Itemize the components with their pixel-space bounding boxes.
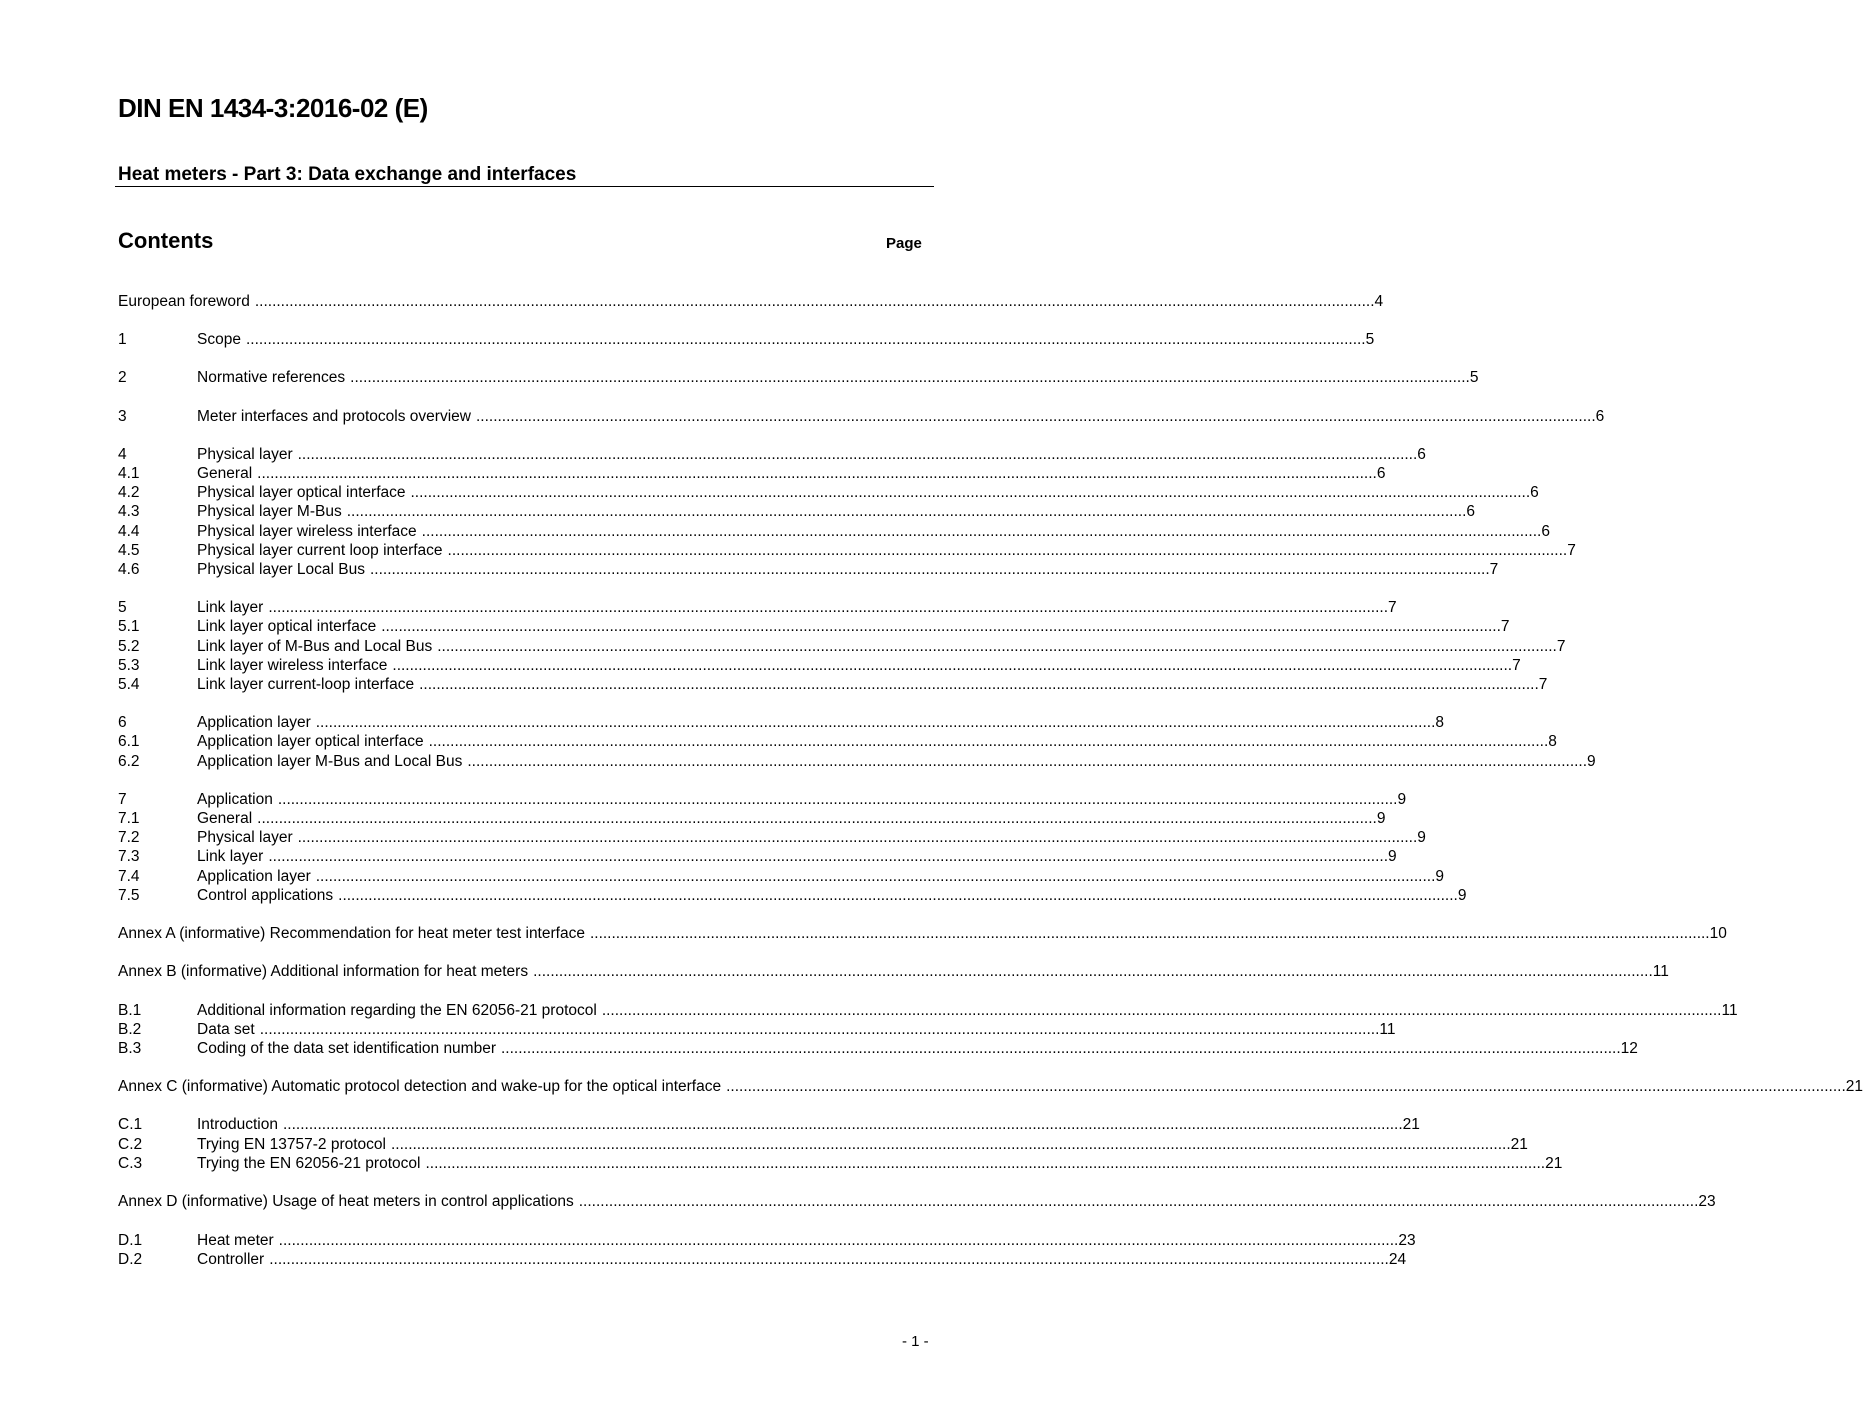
toc-entry-number: D.1 (118, 1232, 143, 1249)
toc-entry-page: 10 (1709, 925, 1727, 942)
toc-entry-title: Link layer (197, 848, 264, 865)
toc-entry-number: 7.5 (118, 887, 140, 904)
toc-entry[interactable] (118, 1001, 1738, 1020)
toc-entry-title: Link layer of M-Bus and Local Bus (197, 638, 433, 655)
toc-entry-page: 5 (1469, 369, 1479, 386)
toc-entry-page: 9 (1587, 753, 1596, 770)
toc-entry[interactable] (118, 1115, 1420, 1134)
toc-entry-number: 4.4 (118, 523, 140, 540)
toc-entry-title: Application (197, 791, 273, 808)
toc-entry-title: Data set (197, 1021, 255, 1038)
toc-entry-number: 5.4 (118, 676, 140, 693)
toc-leader-dots: .................................................................................................................................................................................................................................................................... (726, 1078, 1846, 1095)
toc-leader-dots: .................................................................................................................................................................................................................................................................... (297, 829, 1418, 846)
toc-entry-number: 5 (118, 599, 127, 616)
toc-entry-page: 6 (1530, 484, 1539, 501)
toc-leader-dots: .................................................................................................................................................................................................................................................................... (315, 714, 1436, 731)
toc-entry-page: 9 (1435, 868, 1445, 885)
toc-entry-page: 6 (1541, 523, 1550, 540)
toc-entry[interactable] (118, 483, 1539, 502)
toc-leader-dots: .................................................................................................................................................................................................................................................................... (269, 1251, 1389, 1268)
toc-leader-dots: .................................................................................................................................................................................................................................................................... (578, 1193, 1699, 1210)
toc-entry-number: 5.1 (118, 618, 140, 635)
toc-entry[interactable] (118, 732, 1557, 751)
toc-entry-number: 4.5 (118, 542, 140, 559)
toc-entry-title: Coding of the data set identification number (197, 1040, 496, 1057)
toc-leader-dots: .................................................................................................................................................................................................................................................................... (370, 561, 1490, 578)
toc-entry[interactable] (118, 502, 1476, 521)
toc-entry-number: 6.2 (118, 753, 140, 770)
toc-entry-number: 1 (118, 331, 127, 348)
toc-leader-dots: .................................................................................................................................................................................................................................................................... (381, 618, 1501, 635)
toc-entry-title: Meter interfaces and protocols overview (197, 408, 471, 425)
toc-entry-page: 7 (1512, 657, 1521, 674)
toc-entry-number: 4.6 (118, 561, 140, 578)
toc-entry[interactable] (118, 1231, 1416, 1250)
toc-entry-page: 9 (1417, 829, 1426, 846)
toc-entry-page: 6 (1376, 465, 1386, 482)
toc-leader-dots: .................................................................................................................................................................................................................................................................... (390, 1136, 1511, 1153)
toc-entry-number: C.3 (118, 1155, 143, 1172)
toc-entry-page: 8 (1548, 733, 1557, 750)
toc-leader-dots: .................................................................................................................................................................................................................................................................... (533, 963, 1653, 980)
toc-entry-page: 24 (1388, 1251, 1407, 1268)
toc-entry-number: 5.2 (118, 638, 140, 655)
toc-entry-page: 7 (1556, 638, 1566, 655)
toc-entry[interactable] (118, 407, 1605, 426)
toc-entry-page: 9 (1388, 848, 1397, 865)
toc-entry-page: 21 (1402, 1116, 1420, 1133)
toc-leader-dots: .................................................................................................................................................................................................................................................................... (278, 1232, 1399, 1249)
toc-leader-dots: .................................................................................................................................................................................................................................................................... (283, 1116, 1403, 1133)
toc-entry[interactable] (118, 867, 1445, 886)
toc-entry-number: 7.2 (118, 829, 140, 846)
toc-entry-page: 23 (1698, 1193, 1716, 1210)
toc-entry-number: C.1 (118, 1116, 143, 1133)
toc-entry-number: 3 (118, 408, 127, 425)
toc-entry-number: B.2 (118, 1021, 142, 1038)
toc-leader-dots: .................................................................................................................................................................................................................................................................... (601, 1002, 1722, 1019)
toc-leader-dots: .................................................................................................................................................................................................................................................................... (297, 446, 1418, 463)
toc-entry-page: 12 (1620, 1040, 1638, 1057)
toc-entry-title: Scope (197, 331, 241, 348)
toc-entry-page: 7 (1567, 542, 1576, 559)
toc-entry-page: 21 (1845, 1078, 1863, 1095)
toc-entry-title: Annex D (informative) Usage of heat meters in control applications (118, 1193, 574, 1210)
toc-entry-title: Control applications (197, 887, 334, 904)
toc-entry[interactable] (118, 292, 1384, 311)
toc-entry[interactable] (118, 1250, 1407, 1269)
toc-entry-number: 7.4 (118, 868, 140, 885)
toc-entry-title: Link layer optical interface (197, 618, 377, 635)
toc-entry-number: D.2 (118, 1251, 143, 1268)
toc-entry-title: Annex C (informative) Automatic protocol detection and wake-up for the optical interface (118, 1078, 722, 1095)
toc-leader-dots: .................................................................................................................................................................................................................................................................... (419, 676, 1539, 693)
toc-entry-title: Application layer optical interface (197, 733, 424, 750)
toc-entry-page: 7 (1500, 618, 1510, 635)
toc-entry-title: Additional information regarding the EN 62056-21 protocol (197, 1002, 597, 1019)
toc-entry-page: 11 (1721, 1002, 1738, 1019)
toc-entry-title: Application layer (197, 868, 311, 885)
document-title: DIN EN 1434-3:2016-02 (E) (118, 93, 428, 123)
toc-entry-title: Physical layer current loop interface (197, 542, 443, 559)
toc-entry-page: 8 (1435, 714, 1445, 731)
toc-entry-page: 6 (1466, 503, 1476, 520)
toc-entry-page: 9 (1457, 887, 1467, 904)
toc-leader-dots: .................................................................................................................................................................................................................................................................... (425, 1155, 1546, 1172)
toc-entry-title: Application layer M-Bus and Local Bus (197, 753, 463, 770)
toc-leader-dots: .................................................................................................................................................................................................................................................................... (268, 848, 1389, 865)
toc-entry[interactable] (118, 1135, 1528, 1154)
toc-entry[interactable] (118, 656, 1521, 675)
toc-entry[interactable] (118, 617, 1510, 636)
toc-entry[interactable] (118, 790, 1407, 809)
toc-entry-page: 21 (1510, 1136, 1528, 1153)
toc-entry-title: European foreword (118, 293, 250, 310)
toc-entry-number: B.3 (118, 1040, 142, 1057)
toc-entry[interactable] (118, 828, 1426, 847)
toc-leader-dots: .................................................................................................................................................................................................................................................................... (447, 542, 1568, 559)
toc-leader-dots: .................................................................................................................................................................................................................................................................... (475, 408, 1596, 425)
toc-leader-dots: .................................................................................................................................................................................................................................................................... (254, 293, 1375, 310)
toc-entry[interactable] (118, 847, 1397, 866)
toc-entry-title: Normative references (197, 369, 346, 386)
toc-leader-dots: .................................................................................................................................................................................................................................................................... (277, 791, 1398, 808)
document-subtitle: Heat meters - Part 3: Data exchange and interfaces (118, 164, 577, 185)
toc-entry[interactable] (118, 809, 1386, 828)
toc-entry[interactable] (118, 886, 1467, 905)
toc-entry-title: Application layer (197, 714, 311, 731)
title-divider (115, 186, 934, 187)
toc-entry-title: Heat meter (197, 1232, 274, 1249)
toc-entry-number: C.2 (118, 1136, 143, 1153)
toc-entry[interactable] (118, 713, 1445, 732)
toc-entry[interactable] (118, 1020, 1396, 1039)
toc-entry-title: Introduction (197, 1116, 278, 1133)
toc-leader-dots: .................................................................................................................................................................................................................................................................... (350, 369, 1470, 386)
toc-entry-number: 7.3 (118, 848, 140, 865)
toc-entry[interactable] (118, 541, 1576, 560)
toc-entry[interactable] (118, 1039, 1638, 1058)
toc-leader-dots: .................................................................................................................................................................................................................................................................... (437, 638, 1557, 655)
toc-entry-page: 11 (1379, 1021, 1396, 1038)
toc-entry-number: 4 (118, 446, 127, 463)
page-number: - 1 - (902, 1333, 929, 1350)
toc-leader-dots: .................................................................................................................................................................................................................................................................... (338, 887, 1458, 904)
toc-entry[interactable] (118, 368, 1479, 387)
toc-leader-dots: .................................................................................................................................................................................................................................................................... (410, 484, 1531, 501)
toc-leader-dots: .................................................................................................................................................................................................................................................................... (428, 733, 1549, 750)
toc-leader-dots: .................................................................................................................................................................................................................................................................... (501, 1040, 1621, 1057)
toc-entry-title: Link layer (197, 599, 264, 616)
toc-entry-title: Controller (197, 1251, 265, 1268)
toc-entry[interactable] (118, 1154, 1563, 1173)
toc-entry-title: Physical layer M-Bus (197, 503, 342, 520)
toc-entry[interactable] (118, 675, 1548, 694)
toc-entry-page: 6 (1595, 408, 1605, 425)
toc-entry-title: Physical layer (197, 446, 293, 463)
toc-leader-dots: .................................................................................................................................................................................................................................................................... (589, 925, 1710, 942)
toc-entry-title: Annex A (informative) Recommendation for heat meter test interface (118, 925, 585, 942)
toc-leader-dots: .................................................................................................................................................................................................................................................................... (259, 1021, 1380, 1038)
toc-entry-page: 6 (1417, 446, 1426, 463)
toc-entry-title: Physical layer optical interface (197, 484, 406, 501)
toc-entry-number: 6.1 (118, 733, 140, 750)
toc-entry-title: General (197, 465, 253, 482)
toc-entry-number: B.1 (118, 1002, 142, 1019)
toc-leader-dots: .................................................................................................................................................................................................................................................................... (392, 657, 1513, 674)
toc-entry-title: Link layer current-loop interface (197, 676, 415, 693)
toc-entry[interactable] (118, 560, 1499, 579)
toc-leader-dots: .................................................................................................................................................................................................................................................................... (268, 599, 1389, 616)
toc-entry[interactable] (118, 962, 1669, 981)
toc-entry[interactable] (118, 752, 1596, 771)
page-column-heading: Page (886, 235, 922, 252)
toc-entry-page: 7 (1388, 599, 1397, 616)
toc-entry-title: Physical layer (197, 829, 293, 846)
toc-leader-dots: .................................................................................................................................................................................................................................................................... (257, 810, 1377, 827)
toc-entry-page: 21 (1545, 1155, 1563, 1172)
toc-leader-dots: .................................................................................................................................................................................................................................................................... (315, 868, 1436, 885)
toc-entry-title: Physical layer wireless interface (197, 523, 417, 540)
toc-leader-dots: .................................................................................................................................................................................................................................................................... (467, 753, 1588, 770)
toc-entry-number: 6 (118, 714, 127, 731)
contents-heading: Contents (118, 228, 214, 253)
toc-leader-dots: .................................................................................................................................................................................................................................................................... (346, 503, 1467, 520)
toc-entry[interactable] (118, 637, 1566, 656)
toc-entry[interactable] (118, 1192, 1716, 1211)
toc-entry[interactable] (118, 1077, 1863, 1096)
toc-entry-page: 23 (1398, 1232, 1416, 1249)
toc-entry-number: 4.3 (118, 503, 140, 520)
toc-leader-dots: .................................................................................................................................................................................................................................................................... (257, 465, 1377, 482)
toc-entry[interactable] (118, 330, 1375, 349)
toc-entry-title: Physical layer Local Bus (197, 561, 365, 578)
toc-entry-title: Trying the EN 62056-21 protocol (197, 1155, 421, 1172)
toc-entry[interactable] (118, 445, 1426, 464)
toc-entry-number: 4.2 (118, 484, 140, 501)
toc-entry[interactable] (118, 598, 1397, 617)
toc-entry[interactable] (118, 464, 1386, 483)
toc-entry-page: 7 (1538, 676, 1548, 693)
toc-leader-dots: .................................................................................................................................................................................................................................................................... (245, 331, 1366, 348)
toc-entry-title: General (197, 810, 253, 827)
toc-entry-title: Link layer wireless interface (197, 657, 388, 674)
toc-entry-number: 7.1 (118, 810, 140, 827)
toc-leader-dots: .................................................................................................................................................................................................................................................................... (421, 523, 1542, 540)
toc-entry[interactable] (118, 522, 1550, 541)
toc-entry-number: 7 (118, 791, 127, 808)
toc-entry-page: 9 (1376, 810, 1386, 827)
toc-entry-number: 4.1 (118, 465, 140, 482)
toc-entry-page: 9 (1397, 791, 1407, 808)
toc-entry-page: 5 (1365, 331, 1375, 348)
toc-entry-number: 2 (118, 369, 127, 386)
toc-entry-page: 11 (1652, 963, 1669, 980)
toc-entry-page: 4 (1374, 293, 1384, 310)
toc-entry-title: Trying EN 13757-2 protocol (197, 1136, 386, 1153)
toc-entry-number: 5.3 (118, 657, 140, 674)
toc-entry-title: Annex B (informative) Additional information for heat meters (118, 963, 529, 980)
toc-entry[interactable] (118, 924, 1727, 943)
toc-entry-page: 7 (1489, 561, 1499, 578)
